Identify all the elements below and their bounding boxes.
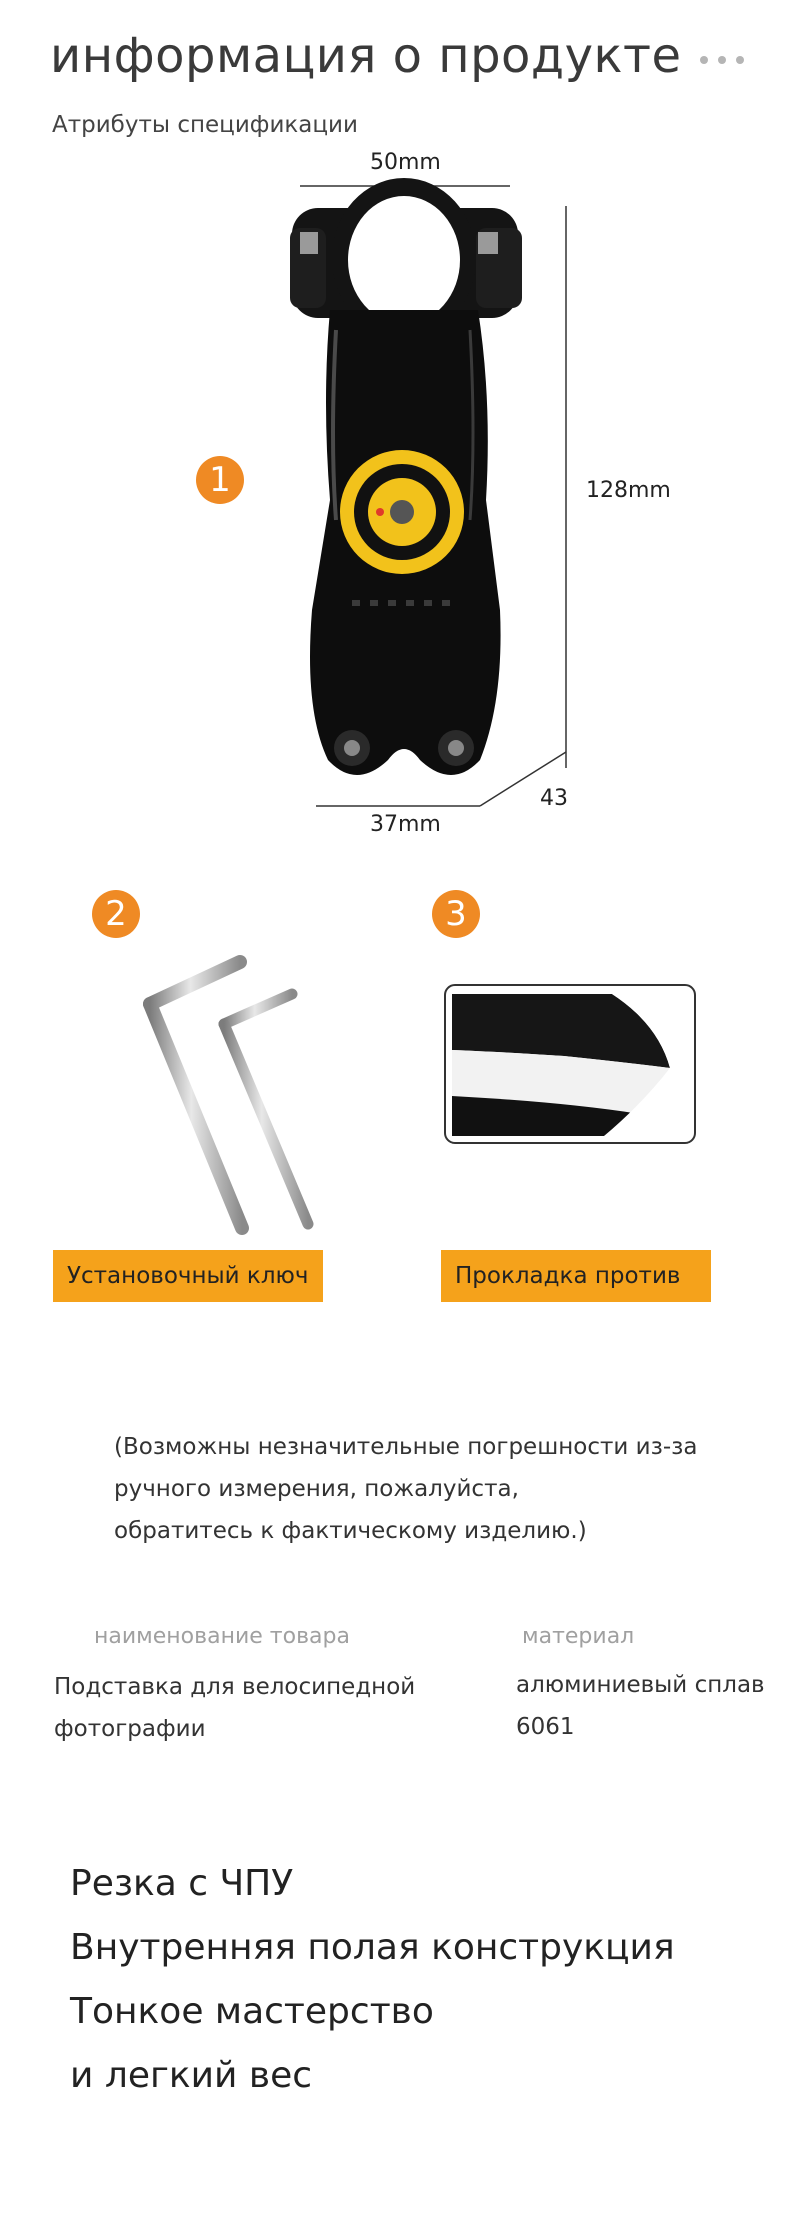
item-label-wrench: Установочный ключ — [53, 1250, 323, 1302]
number-badge-2: 2 — [92, 890, 140, 938]
dot-icon — [718, 56, 726, 64]
dot-icon — [700, 56, 708, 64]
dimension-width-top: 50mm — [370, 150, 441, 175]
hex-key-image — [130, 950, 350, 1240]
dimension-width-bottom: 37mm — [370, 812, 441, 837]
number-badge-1: 1 — [196, 456, 244, 504]
note-line: (Возможны незначительные погрешности из-за — [114, 1434, 698, 1460]
note-line: ручного измерения, пожалуйста, — [114, 1476, 519, 1502]
feature-list — [70, 1852, 675, 2108]
spec-value-line: алюминиевый сплав — [516, 1672, 765, 1698]
item-label-shim: Прокладка против — [441, 1250, 711, 1302]
note-line: обратитесь к фактическому изделию.) — [114, 1518, 587, 1544]
spec-value-line: Подставка для велосипедной — [54, 1674, 416, 1700]
feature-item: Тонкое мастерство — [70, 1991, 434, 2032]
spec-label-product-name: наименование товара — [94, 1624, 350, 1649]
page-title: информация о продукте — [50, 28, 682, 84]
anti-slip-shim-image — [444, 984, 696, 1144]
bike-stem-diagram — [0, 140, 790, 860]
section-label: Атрибуты спецификации — [52, 112, 358, 138]
measurement-note — [114, 1426, 697, 1552]
more-horizontal-icon[interactable] — [700, 50, 744, 70]
spec-value-material — [516, 1664, 765, 1748]
number-badge-3: 3 — [432, 890, 480, 938]
feature-item: и легкий вес — [70, 2055, 313, 2096]
feature-item: Резка с ЧПУ — [70, 1863, 294, 1904]
spec-value-line: 6061 — [516, 1714, 575, 1740]
dimension-angle: 43 — [540, 786, 568, 811]
spec-value-line: фотографии — [54, 1716, 206, 1742]
dimension-height: 128mm — [586, 478, 671, 503]
feature-item: Внутренняя полая конструкция — [70, 1927, 675, 1968]
dot-icon — [736, 56, 744, 64]
stem-body — [290, 178, 522, 775]
spec-label-material: материал — [522, 1624, 635, 1649]
spec-value-product-name — [54, 1666, 415, 1750]
